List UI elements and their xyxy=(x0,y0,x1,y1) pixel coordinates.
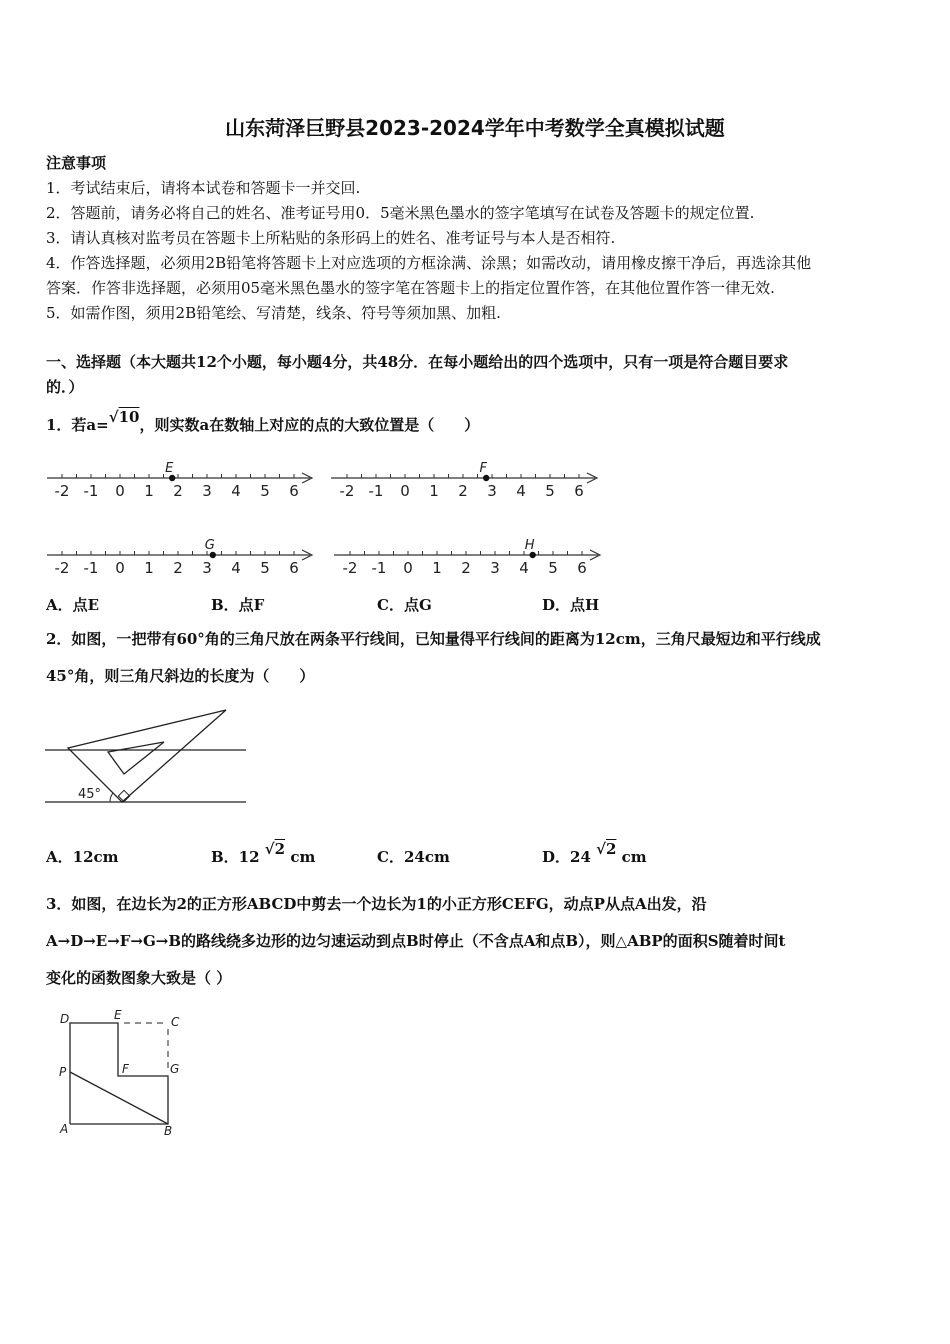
angle-arc xyxy=(110,793,113,802)
tick-label: 0 xyxy=(115,482,125,500)
label-d: D xyxy=(60,1012,70,1026)
tick-label: -2 xyxy=(54,559,70,577)
notice-item: 1．考试结束后，请将本试卷和答题卡一并交回. xyxy=(46,179,361,197)
label-g: G xyxy=(170,1062,180,1076)
tick-label: 0 xyxy=(403,559,413,577)
number-line-e xyxy=(47,461,312,500)
q2-option-a[interactable] xyxy=(46,846,119,867)
tick-label: 2 xyxy=(173,559,183,577)
tick-label: 5 xyxy=(548,559,558,577)
q1-radicand: 10 xyxy=(118,408,140,426)
option-radicand: 2 xyxy=(274,840,286,858)
number-line-g xyxy=(47,538,312,577)
tick-label: 4 xyxy=(516,482,526,500)
q2-option-d[interactable] xyxy=(542,840,647,867)
label-c: C xyxy=(171,1015,180,1029)
q1-option-d[interactable]: D．点H xyxy=(542,596,600,614)
q3-stem-line2: A→D→E→F→G→B的路线绕多边形的边匀速运动到点B时停止（不含点A和点B），则△ABP的面积S随着时间t xyxy=(46,932,786,950)
tick-label: 1 xyxy=(144,559,154,577)
section-heading: 一、选择题（本大题共12个小题，每小题4分，共48分．在每小题给出的四个选项中，只有一项是符合题目要求 xyxy=(46,353,789,371)
label-e: E xyxy=(114,1008,122,1022)
tick-label: 2 xyxy=(458,482,468,500)
tick-label: -2 xyxy=(54,482,70,500)
tick-label: 6 xyxy=(289,482,299,500)
option-radicand: 2 xyxy=(605,840,617,858)
tick-label: -1 xyxy=(83,482,99,500)
tick-label: 1 xyxy=(432,559,442,577)
tick-label: 6 xyxy=(289,559,299,577)
sqrt-symbol: √2 xyxy=(596,840,617,858)
tick-label: 3 xyxy=(202,482,212,500)
tick-label: 2 xyxy=(461,559,471,577)
tick-label: 1 xyxy=(429,482,439,500)
q3-stem-line3: 变化的函数图象大致是（ ） xyxy=(46,969,232,987)
tick-label: 5 xyxy=(260,559,270,577)
point-label: F xyxy=(479,461,487,476)
tick-label: 6 xyxy=(574,482,584,500)
number-line-f xyxy=(331,461,597,500)
point-label: G xyxy=(204,538,215,553)
tick-label: 0 xyxy=(400,482,410,500)
tick-label: 4 xyxy=(231,559,241,577)
q3-square-figure xyxy=(50,1005,200,1140)
point-label: H xyxy=(524,538,535,553)
tick-label: 6 xyxy=(577,559,587,577)
notice-item: 3．请认真核对监考员在答题卡上所粘贴的条形码上的姓名、准考证号与本人是否相符. xyxy=(46,229,616,247)
q3-stem-line1: 3．如图，在边长为2的正方形ABCD中剪去一个边长为1的小正方形CEFG，动点P从点A出发，沿 xyxy=(46,895,707,913)
tick-label: -1 xyxy=(371,559,387,577)
q1-option-c[interactable]: C．点G xyxy=(377,596,432,614)
option-text: D．24 xyxy=(542,848,591,866)
page-title: 山东菏泽巨野县2023-2024学年中考数学全真模拟试题 xyxy=(225,116,725,140)
tick-label: 0 xyxy=(115,559,125,577)
segment-pb xyxy=(70,1072,168,1124)
tick-label: 3 xyxy=(490,559,500,577)
tick-label: 2 xyxy=(173,482,183,500)
polygon-path xyxy=(70,1023,168,1124)
set-square-inner xyxy=(108,742,164,774)
tick-label: 3 xyxy=(487,482,497,500)
q1-option-a[interactable]: A．点E xyxy=(46,596,100,614)
tick-label: -1 xyxy=(83,559,99,577)
option-text: C．24cm xyxy=(377,848,450,866)
tick-label: 5 xyxy=(545,482,555,500)
number-line-h xyxy=(334,538,600,577)
sqrt-symbol: √2 xyxy=(264,840,286,858)
option-unit: cm xyxy=(621,848,647,866)
option-text: A．12cm xyxy=(46,848,119,866)
q1-option-b[interactable]: B．点F xyxy=(211,596,265,614)
q2-stem-line2: 45°角，则三角尺斜边的长度为（ ） xyxy=(46,667,315,685)
label-a: A xyxy=(60,1122,69,1136)
option-unit: cm xyxy=(290,848,316,866)
section-heading-cont: 的．） xyxy=(46,378,84,396)
notice-item: 4．作答选择题，必须用2B铅笔将答题卡上对应选项的方框涂满、涂黑；如需改动，请用橡皮擦干净后，再选涂其他 xyxy=(46,254,812,272)
tick-label: 4 xyxy=(519,559,529,577)
tick-label: -1 xyxy=(368,482,384,500)
q1-suffix: ，则实数a在数轴上对应的点的大致位置是（ ） xyxy=(139,416,480,434)
tick-label: 4 xyxy=(231,482,241,500)
q2-option-b[interactable] xyxy=(211,840,316,867)
tick-label: 5 xyxy=(260,482,270,500)
tick-label: 3 xyxy=(202,559,212,577)
notice-item: 2．答题前，请务必将自己的姓名、准考证号用0．5毫米黑色墨水的签字笔填写在试卷及答题卡的规定位置. xyxy=(46,204,755,222)
q1-number-lines xyxy=(0,450,950,590)
angle-label: 45° xyxy=(78,787,102,802)
q1-prefix: 1．若a= xyxy=(46,416,109,434)
tick-label: -2 xyxy=(342,559,358,577)
point-label: E xyxy=(165,461,174,476)
notice-item: 5．如需作图，须用2B铅笔绘、写清楚，线条、符号等须加黑、加粗. xyxy=(46,304,501,322)
option-text: B．12 xyxy=(211,848,260,866)
label-b: B xyxy=(164,1124,173,1138)
q2-stem-line1: 2．如图，一把带有60°角的三角尺放在两条平行线间，已知量得平行线间的距离为12cm，三角尺最短边和平行线成 xyxy=(46,630,821,648)
notice-item: 答案．作答非选择题，必须用05毫米黑色墨水的签字笔在答题卡上的指定位置作答，在其他位置作答一律无效. xyxy=(46,279,775,297)
tick-label: 1 xyxy=(144,482,154,500)
q1-stem xyxy=(46,408,480,435)
q2-option-c[interactable] xyxy=(377,846,450,867)
label-p: P xyxy=(59,1065,67,1079)
tick-label: -2 xyxy=(339,482,355,500)
q2-triangle-figure xyxy=(40,700,255,812)
notice-heading: 注意事项 xyxy=(46,154,107,172)
sqrt-symbol: √10 xyxy=(108,408,140,426)
label-f: F xyxy=(122,1062,129,1076)
